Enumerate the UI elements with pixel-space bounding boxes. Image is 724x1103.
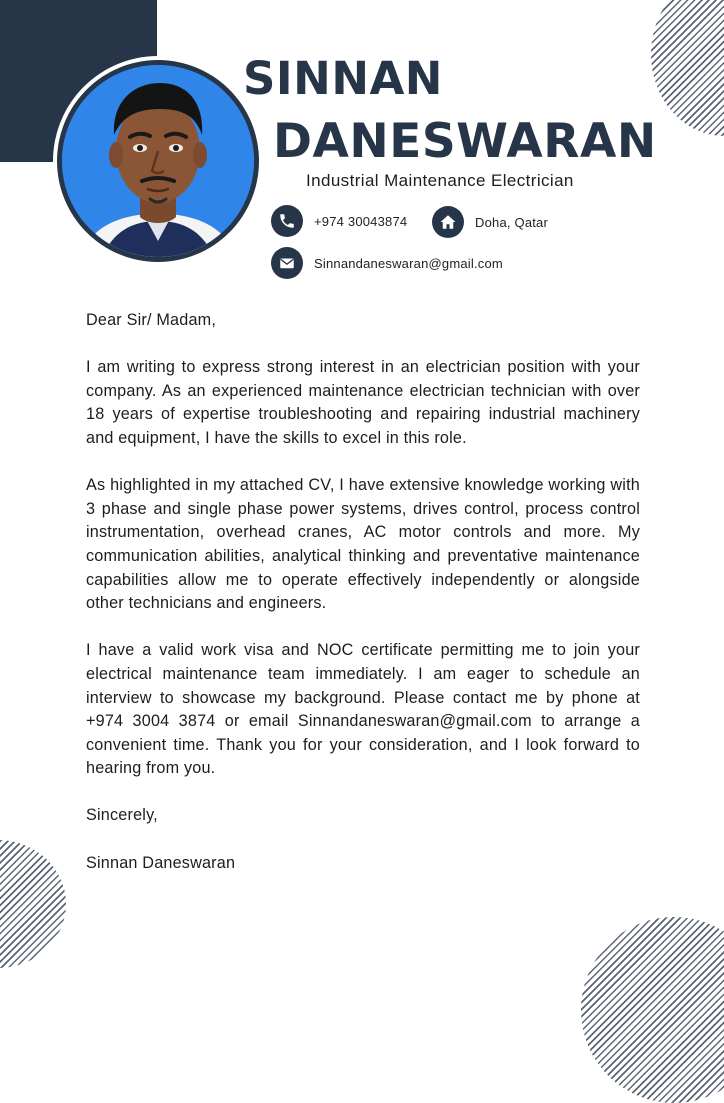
phone-text: +974 30043874 bbox=[314, 213, 408, 229]
letter-body bbox=[86, 309, 640, 899]
home-icon bbox=[432, 206, 464, 238]
contact-phone[interactable] bbox=[271, 205, 407, 237]
profile-photo bbox=[62, 65, 254, 257]
contact-email[interactable] bbox=[271, 247, 503, 279]
hatched-circle-decoration-bottom-right bbox=[581, 917, 724, 1103]
letter-paragraph: I have a valid work visa and NOC certificate permitting me to join your electrical maintenance team immediately. I am eager to schedule an interview to showcase my background. Please contact me by phone at +974 3004 3874 or email Sinnandaneswaran@gmail.com to arrange a convenient time. Thank you for your consideration, and I look forward to hearing from you. bbox=[86, 641, 640, 778]
letter-paragraph: I am writing to express strong interest in an electrician position with your company. As an experienced maintenance electrician technician with over 18 years of expertise troubleshooting and repairing industrial machinery and equipment, I have the skills to excel in this role. bbox=[86, 358, 640, 447]
closing: Sincerely, bbox=[86, 806, 158, 825]
salutation: Dear Sir/ Madam, bbox=[86, 311, 217, 329]
email-text: Sinnandaneswaran@gmail.com bbox=[314, 255, 503, 271]
phone-icon bbox=[271, 205, 303, 237]
profile-photo-frame bbox=[57, 60, 259, 262]
hatched-circle-decoration-top-right bbox=[651, 0, 724, 136]
signature: Sinnan Daneswaran bbox=[86, 853, 236, 872]
job-title: Industrial Maintenance Electrician bbox=[306, 171, 574, 190]
envelope-icon bbox=[271, 247, 303, 279]
last-name-heading: DANESWARAN bbox=[273, 114, 657, 169]
first-name-heading: SINNAN bbox=[243, 52, 443, 105]
location-text: Doha, Qatar bbox=[475, 214, 549, 230]
contact-location bbox=[432, 206, 548, 238]
hatched-circle-decoration-bottom-left bbox=[0, 840, 66, 968]
letter-paragraph: As highlighted in my attached CV, I have extensive knowledge working with 3 phase and single phase power systems, drives control, process control instrumentation, overhead cranes, AC motor controls and more. My communication abilities, analytical thinking and preventative maintenance capabilities allow me to operate effectively independently or alongside other technicians and engineers. bbox=[86, 476, 640, 613]
